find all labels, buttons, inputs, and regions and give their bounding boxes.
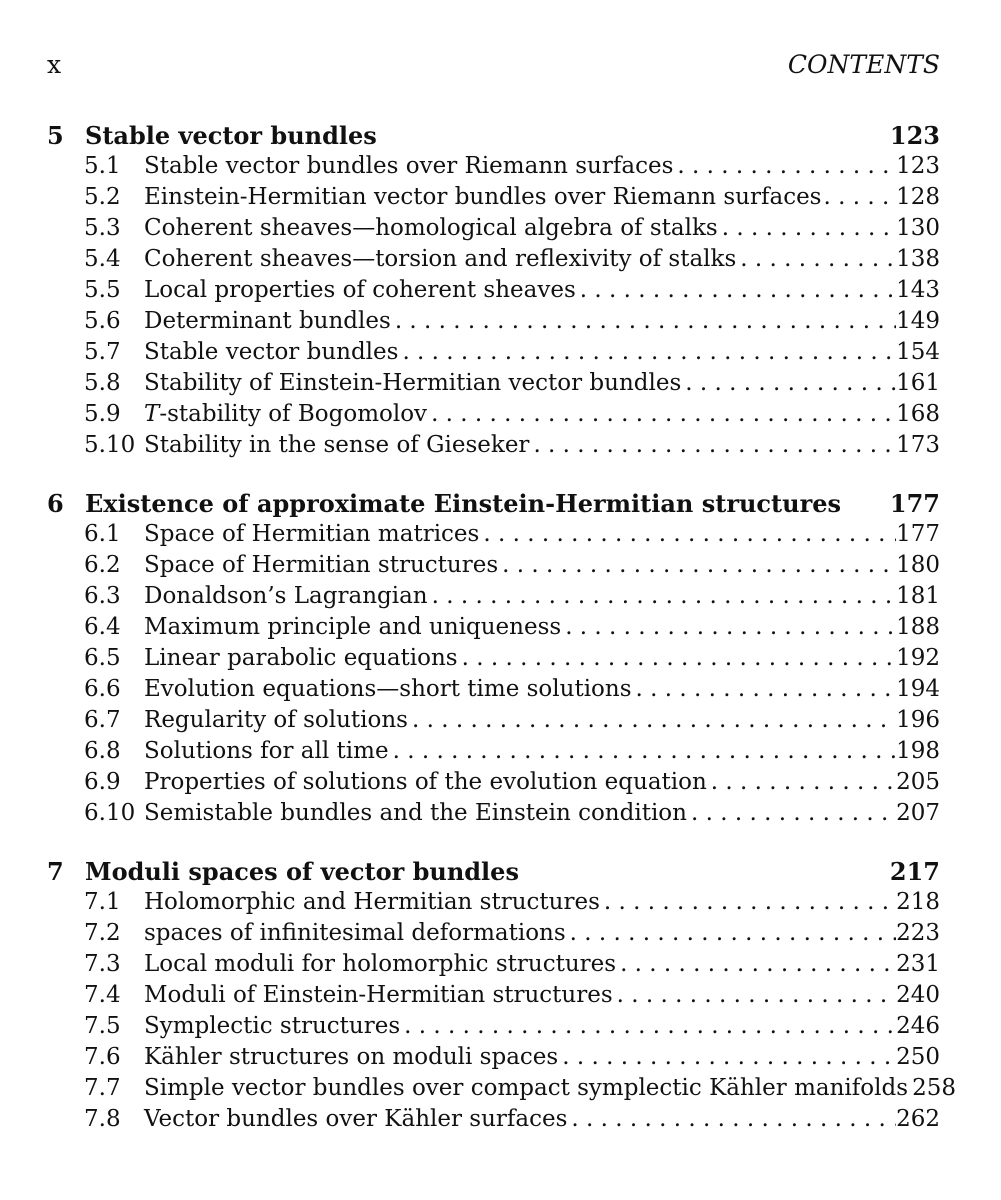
- chapter-heading[interactable]: [47, 121, 940, 152]
- toc-entry[interactable]: [84, 1075, 957, 1106]
- dot-leader: [566, 920, 896, 946]
- section-page: 194: [896, 676, 940, 702]
- chapter-heading[interactable]: [47, 857, 940, 888]
- section-page: 198: [896, 738, 940, 764]
- section-title: Stability of Einstein-Hermitian vector bundles: [144, 370, 682, 396]
- dot-leader: [718, 215, 896, 241]
- section-title: Holomorphic and Hermitian structures: [144, 889, 600, 915]
- dot-leader: [498, 552, 896, 578]
- section-page: 205: [896, 769, 940, 795]
- dot-leader: [529, 432, 896, 458]
- toc-entry[interactable]: [84, 308, 940, 339]
- toc-entry[interactable]: [84, 583, 940, 614]
- chapter-number: 6: [47, 489, 64, 518]
- chapter-page: 177: [889, 489, 940, 518]
- section-title: Linear parabolic equations: [144, 645, 458, 671]
- toc-entry[interactable]: [84, 645, 940, 676]
- section-number: 5.2: [84, 184, 121, 210]
- toc-entry[interactable]: [84, 153, 940, 184]
- section-page: 192: [896, 645, 940, 671]
- toc-entry[interactable]: [84, 277, 940, 308]
- chapter-page: 217: [889, 857, 940, 886]
- section-title: Local properties of coherent sheaves: [144, 277, 576, 303]
- section-page: 250: [896, 1044, 940, 1070]
- section-page: 218: [896, 889, 940, 915]
- chapter-number: 5: [47, 121, 64, 150]
- dot-leader: [600, 889, 896, 915]
- section-number: 5.9: [84, 401, 121, 427]
- section-title: Kähler structures on moduli spaces: [144, 1044, 559, 1070]
- chapter-title: Existence of approximate Einstein-Hermitian structures: [85, 489, 841, 518]
- section-number: 6.1: [84, 521, 121, 547]
- dot-leader: [736, 246, 896, 272]
- section-title: Stability in the sense of Gieseker: [144, 432, 530, 458]
- section-page: 123: [896, 153, 940, 179]
- section-title: Simple vector bundles over compact symplectic Kähler manifolds: [144, 1075, 909, 1101]
- toc-entry[interactable]: [84, 889, 940, 920]
- page-number: x: [47, 50, 62, 79]
- toc-entry[interactable]: [84, 246, 940, 277]
- toc-entry[interactable]: [84, 1013, 940, 1044]
- section-number: 7.1: [84, 889, 121, 915]
- section-number: 5.3: [84, 215, 121, 241]
- dot-leader: [428, 583, 896, 609]
- toc-entry[interactable]: [84, 401, 940, 432]
- section-page: 168: [896, 401, 940, 427]
- section-page: 188: [896, 614, 940, 640]
- section-page: 240: [896, 982, 940, 1008]
- section-title: Solutions for all time: [144, 738, 389, 764]
- section-title: Stable vector bundles over Riemann surfaces: [144, 153, 674, 179]
- section-number: 6.7: [84, 707, 121, 733]
- toc-entry[interactable]: [84, 982, 940, 1013]
- section-page: 130: [896, 215, 940, 241]
- section-title: Semistable bundles and the Einstein condition: [144, 800, 687, 826]
- section-title: Space of Hermitian structures: [144, 552, 499, 578]
- section-page: 262: [896, 1106, 940, 1132]
- dot-leader: [427, 401, 896, 427]
- toc-entry[interactable]: [84, 1044, 940, 1075]
- italic-symbol: T: [144, 401, 160, 427]
- toc-entry[interactable]: [84, 184, 940, 215]
- chapter-number: 7: [47, 857, 64, 886]
- toc-entry[interactable]: [84, 676, 940, 707]
- dot-leader: [687, 800, 896, 826]
- section-title: [144, 401, 427, 427]
- section-number: 6.3: [84, 583, 121, 609]
- dot-leader: [613, 982, 896, 1008]
- toc-entry[interactable]: [84, 920, 940, 951]
- toc-entry[interactable]: [84, 738, 940, 769]
- dot-leader: [561, 614, 896, 640]
- section-page: 231: [896, 951, 940, 977]
- section-title: Symplectic structures: [144, 1013, 401, 1039]
- section-number: 5.6: [84, 308, 121, 334]
- toc-entry[interactable]: [84, 432, 940, 463]
- section-number: 6.4: [84, 614, 121, 640]
- section-title: Coherent sheaves—torsion and reflexivity of stalks: [144, 246, 737, 272]
- section-page: 143: [896, 277, 940, 303]
- section-number: 6.8: [84, 738, 121, 764]
- section-title: Determinant bundles: [144, 308, 391, 334]
- section-title: Space of Hermitian matrices: [144, 521, 480, 547]
- section-number: 6.9: [84, 769, 121, 795]
- chapter-title: Stable vector bundles: [85, 121, 377, 150]
- section-title: Maximum principle and uniqueness: [144, 614, 562, 640]
- section-title-rest: -stability of Bogomolov: [159, 401, 428, 427]
- toc-entry[interactable]: [84, 800, 940, 831]
- toc-entry[interactable]: [84, 521, 940, 552]
- chapter-title: Moduli spaces of vector bundles: [85, 857, 519, 886]
- toc-entry[interactable]: [84, 552, 940, 583]
- dot-leader: [616, 951, 896, 977]
- toc-entry[interactable]: [84, 339, 940, 370]
- section-number: 6.6: [84, 676, 121, 702]
- dot-leader: [632, 676, 896, 702]
- section-number: 7.7: [84, 1075, 121, 1101]
- section-title: Stable vector bundles: [144, 339, 399, 365]
- dot-leader: [707, 769, 896, 795]
- section-page: 246: [896, 1013, 940, 1039]
- section-number: 7.2: [84, 920, 121, 946]
- section-page: 223: [896, 920, 940, 946]
- section-page: 180: [896, 552, 940, 578]
- dot-leader: [479, 521, 896, 547]
- section-number: 7.5: [84, 1013, 121, 1039]
- section-title: Vector bundles over Kähler surfaces: [144, 1106, 568, 1132]
- section-number: 6.2: [84, 552, 121, 578]
- section-page: 207: [896, 800, 940, 826]
- section-page: 181: [896, 583, 940, 609]
- section-page: 128: [896, 184, 940, 210]
- toc-entry[interactable]: [84, 1106, 940, 1137]
- chapter-heading[interactable]: [47, 489, 940, 520]
- dot-leader: [681, 370, 896, 396]
- section-number: 6.5: [84, 645, 121, 671]
- section-page: 154: [896, 339, 940, 365]
- section-number: 5.10: [84, 432, 136, 458]
- dot-leader: [576, 277, 896, 303]
- dot-leader: [391, 308, 896, 334]
- dot-leader: [458, 645, 896, 671]
- section-title: Evolution equations—short time solutions: [144, 676, 632, 702]
- section-page: 138: [896, 246, 940, 272]
- section-title: Donaldson’s Lagrangian: [144, 583, 428, 609]
- dot-leader: [400, 1013, 896, 1039]
- section-number: 5.8: [84, 370, 121, 396]
- section-title: Properties of solutions of the evolution equation: [144, 769, 707, 795]
- dot-leader: [558, 1044, 896, 1070]
- section-number: 7.8: [84, 1106, 121, 1132]
- dot-leader: [408, 707, 896, 733]
- dot-leader: [389, 738, 896, 764]
- section-page: 173: [896, 432, 940, 458]
- section-number: 6.10: [84, 800, 136, 826]
- dot-leader: [567, 1106, 896, 1132]
- chapter-page: 123: [889, 121, 940, 150]
- section-number: 7.4: [84, 982, 121, 1008]
- section-title: Local moduli for holomorphic structures: [144, 951, 617, 977]
- toc-entry[interactable]: [84, 951, 940, 982]
- section-number: 5.1: [84, 153, 121, 179]
- dot-leader: [822, 184, 897, 210]
- section-title: Moduli of Einstein-Hermitian structures: [144, 982, 613, 1008]
- dot-leader: [673, 153, 896, 179]
- section-page: 196: [896, 707, 940, 733]
- section-page: 149: [896, 308, 940, 334]
- dot-leader: [398, 339, 896, 365]
- section-number: 5.4: [84, 246, 121, 272]
- section-number: 5.7: [84, 339, 121, 365]
- section-page: 177: [896, 521, 940, 547]
- toc-entry[interactable]: [84, 614, 940, 645]
- section-number: 7.3: [84, 951, 121, 977]
- section-page: 258: [912, 1075, 957, 1101]
- section-title: Coherent sheaves—homological algebra of stalks: [144, 215, 718, 241]
- toc-entry[interactable]: [84, 769, 940, 800]
- section-title: Regularity of solutions: [144, 707, 408, 733]
- toc-entry[interactable]: [84, 707, 940, 738]
- section-title: Einstein-Hermitian vector bundles over Riemann surfaces: [144, 184, 822, 210]
- toc-entry[interactable]: [84, 215, 940, 246]
- section-number: 5.5: [84, 277, 121, 303]
- toc-entry[interactable]: [84, 370, 940, 401]
- section-title: spaces of infinitesimal deformations: [144, 920, 566, 946]
- running-title: CONTENTS: [787, 50, 940, 79]
- section-number: 7.6: [84, 1044, 121, 1070]
- section-page: 161: [896, 370, 940, 396]
